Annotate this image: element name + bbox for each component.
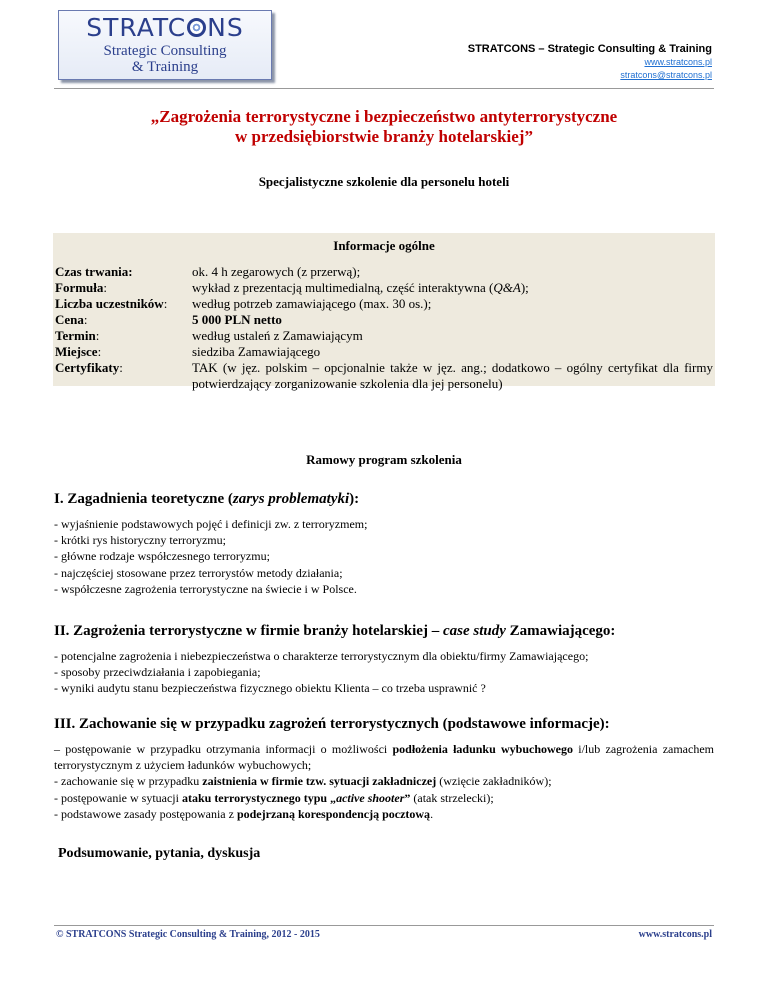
list-item: - główne rodzaje współczesnego terroryzmu; — [54, 549, 270, 564]
list-item: – postępowanie w przypadku otrzymania informacji o możliwości podłożenia ładunku wybuchowego i/lub zagrożenia zamachem terrorystycznym z użyciem ładunków wybuchowych; — [54, 742, 714, 773]
info-label: Liczba uczestników — [55, 296, 164, 311]
list-item: - zachowanie się w przypadku zaistnienia w firmie tzw. sytuacji zakładniczej (wzięcie zakładników); — [54, 774, 552, 789]
list-item: - krótki rys historyczny terroryzmu; — [54, 533, 226, 548]
list-item: - podstawowe zasady postępowania z podejrzaną korespondencją pocztową. — [54, 806, 434, 821]
list-item: - najczęściej stosowane przez terrorystów metody działania; — [54, 565, 343, 580]
title-line-1: „Zagrożenia terrorystyczne i bezpieczeństwo antyterrorystyczne — [150, 107, 618, 126]
list-item: - wyniki audytu stanu bezpieczeństwa fizycznego obiektu Klienta – co trzeba usprawnić ? — [54, 681, 486, 696]
general-info-box — [53, 233, 715, 391]
info-row: Certyfikaty: TAK (w jęz. polskim – opcjonalnie także w jęz. ang.; dodatkowo – ogólny certyfikat dla firmy potwierdzający zorganizowanie szkolenia dla jej personelu) — [55, 360, 713, 391]
program-heading: Ramowy program szkolenia — [306, 452, 462, 467]
section-3-title: III. Zachowanie się w przypadku zagrożeń terrorystycznych (podstawowe informacje): — [54, 716, 610, 732]
info-value: siedziba Zamawiającego — [192, 344, 321, 359]
info-row: Formuła: wykład z prezentacją multimedialną, część interaktywna (Q&A); — [53, 280, 715, 296]
header-company: STRATCONS – Strategic Consulting & Training — [467, 43, 712, 55]
info-label: Miejsce — [55, 344, 98, 359]
info-row: Miejsce: siedziba Zamawiającego — [53, 344, 715, 360]
list-item: - współczesne zagrożenia terrorystyczne na świecie i w Polsce. — [54, 581, 357, 596]
section-2-title: II. Zagrożenia terrorystyczne w firmie branży hotelarskiej – case study Zamawiającego: — [54, 623, 616, 639]
info-row: Cena: 5 000 PLN netto — [53, 312, 715, 328]
info-label: Czas trwania: — [55, 264, 133, 279]
info-label: Termin — [55, 328, 96, 343]
globe-icon — [187, 18, 206, 37]
list-item: - sposoby przeciwdziałania i zapobiegania; — [54, 665, 261, 680]
info-value: według potrzeb zamawiającego (max. 30 os.); — [192, 296, 432, 311]
section-1-list — [54, 516, 714, 597]
info-row — [53, 264, 715, 280]
info-label: Cena — [55, 312, 84, 327]
header-email-link[interactable]: stratcons@stratcons.pl — [620, 70, 712, 80]
footer-copyright: © STRATCONS Strategic Consulting & Training, 2012 - 2015 — [56, 929, 320, 940]
section-3-list — [54, 741, 714, 822]
document-title — [54, 107, 714, 147]
document-subtitle: Specjalistyczne szkolenie dla personelu hoteli — [258, 174, 510, 189]
info-value: ok. 4 h zegarowych (z przerwą); — [192, 264, 361, 279]
logo-name: STRATC NS — [86, 13, 244, 42]
company-logo — [58, 10, 272, 80]
list-item: - postępowanie w sytuacji ataku terrorystycznego typu „active shooter” (atak strzelecki); — [54, 790, 494, 805]
info-heading: Informacje ogólne — [333, 238, 435, 253]
section-2-list — [54, 648, 714, 697]
page-header — [468, 42, 712, 82]
info-value: TAK (w jęz. polskim – opcjonalnie także w jęz. ang.; dodatkowo – ogólny certyfikat dla firmy potwierdzający zorganizowanie szkolenia dla jej personelu) — [192, 360, 713, 391]
footer-divider — [54, 925, 714, 926]
logo-subtitle-2: & Training — [131, 59, 199, 75]
price-value: 5 000 PLN netto — [192, 312, 282, 327]
logo-subtitle-1: Strategic Consulting — [103, 43, 227, 59]
info-label: Formuła — [55, 280, 104, 295]
title-line-2: w przedsiębiorstwie branży hotelarskiej” — [235, 127, 533, 146]
footer-website[interactable]: www.stratcons.pl — [638, 929, 712, 940]
section-1-title: I. Zagadnienia teoretyczne (zarys problematyki): — [54, 491, 360, 507]
header-website-link[interactable]: www.stratcons.pl — [644, 57, 712, 67]
info-label: Certyfikaty — [55, 360, 120, 375]
info-value — [192, 312, 715, 328]
info-value: według ustaleń z Zamawiającym — [192, 328, 363, 343]
header-divider — [54, 88, 714, 89]
list-item: - wyjaśnienie podstawowych pojęć i definicji zw. z terroryzmem; — [54, 517, 368, 531]
summary-heading: Podsumowanie, pytania, dyskusja — [58, 846, 261, 861]
info-value: wykład z prezentacją multimedialną, część interaktywna (Q&A); — [192, 280, 529, 295]
list-item: - potencjalne zagrożenia i niebezpieczeństwa o charakterze terrorystycznym dla obiektu/firmy Zamawiającego; — [54, 649, 589, 663]
info-row: Liczba uczestników: według potrzeb zamawiającego (max. 30 os.); — [53, 296, 715, 312]
info-row: Termin: według ustaleń z Zamawiającym — [53, 328, 715, 344]
